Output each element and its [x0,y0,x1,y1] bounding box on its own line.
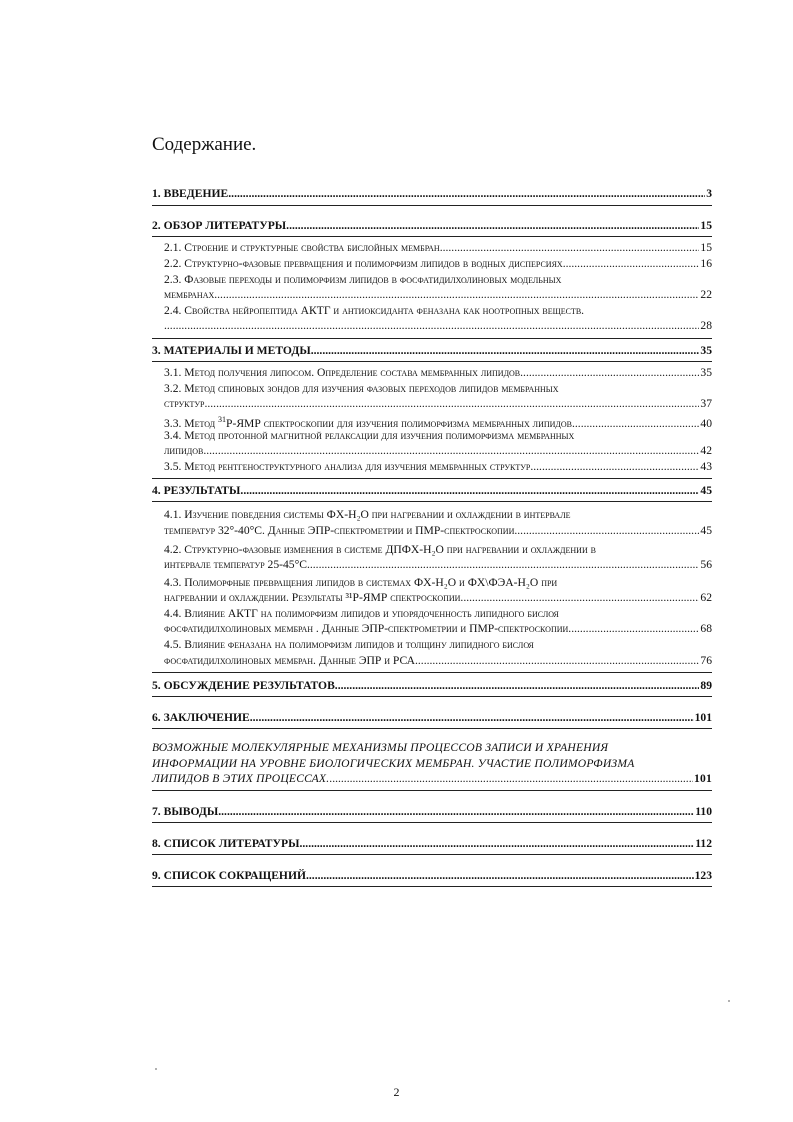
toc-entry-materials-methods[interactable]: 3. МАТЕРИАЛЫ И МЕТОДЫ. ..... 35 [152,344,712,358]
toc-entry-3-1[interactable]: 3.1. Метод получения липосом. Определение состава мембранных липидов. ..... 35 [164,366,712,380]
toc-entry-4-2-cont[interactable]: интервале температур 25-45°С. ..... 56 [164,558,712,572]
page-number: 2 [393,1085,400,1099]
scan-speck [155,1068,157,1070]
toc-entry-2-3-cont[interactable]: мембранах ..... 22 [164,288,712,302]
toc-entry-4-1[interactable]: 4.1. Изучение поведения системы ФХ-Н₂О при нагревании и охлаждении в интервале [164,508,571,521]
toc-entry-2-1[interactable]: 2.1. Строение и структурные свойства бислойных мембран. ..... 15 [164,241,712,255]
toc-entry-mechanisms[interactable]: ВОЗМОЖНЫЕ МОЛЕКУЛЯРНЫЕ МЕХАНИЗМЫ ПРОЦЕССОВ ЗАПИСИ И ХРАНЕНИЯ [152,741,609,754]
toc-entry-3-3[interactable]: 3.3. Метод $^{31}$Р-ЯМР спектроскопии для изучения полиморфизма мембранных липидов. ..... 40 [164,413,712,431]
toc-divider [152,672,712,673]
toc-divider [152,822,712,823]
toc-entry-results[interactable]: 4. РЕЗУЛЬТАТЫ. ..... 45 [152,484,712,498]
toc-entry-4-5-cont[interactable]: фосфатидилхолиновых мембран. Данные ЭПР и РСА ..... 76 [164,654,712,668]
toc-entry-2-3[interactable]: 2.3. Фазовые переходы и полиморфизм липидов в фосфатидилхолиновых модельных [164,273,562,286]
toc-entry-2-4[interactable]: 2.4. Свойства нейропептида АКТГ и антиоксиданта феназана как ноотропных веществ. [164,304,585,317]
toc-divider [152,205,712,206]
toc-entry-3-4-cont[interactable]: липидов. ..... 42 [164,444,712,458]
toc-divider [152,478,712,479]
toc-entry-conclusion[interactable]: 6. ЗАКЛЮЧЕНИЕ. ..... 101 [152,711,712,725]
toc-entry-introduction[interactable]: 1. ВВЕДЕНИЕ. ..... 3 [152,187,712,201]
toc-entry-discussion[interactable]: 5. ОБСУЖДЕНИЕ РЕЗУЛЬТАТОВ. ..... 89 [152,679,712,693]
toc-entry-references[interactable]: 8. СПИСОК ЛИТЕРАТУРЫ. ..... 112 [152,837,712,851]
page-title: Содержание. [152,134,257,155]
toc-entry-3-2[interactable]: 3.2. Метод спиновых зондов для изучения фазовых переходов липидов мембранных [164,382,559,395]
toc-entry-4-5[interactable]: 4.5. Влияние феназана на полиморфизм липидов и толщину липидного бислоя [164,638,534,651]
toc-entry-2-2[interactable]: 2.2. Структурно-фазовые превращения и полиморфизм липидов в водных дисперсиях ..... 16 [164,257,712,271]
toc-entry-3-4[interactable]: 3.4. Метод протонной магнитной релаксации для изучения полиморфизма мембранных [164,429,575,442]
toc-entry-literature-review[interactable]: 2. ОБЗОР ЛИТЕРАТУРЫ. ..... 15 [152,219,712,233]
toc-entry-4-4[interactable]: 4.4. Влияние АКТГ на полиморфизм липидов и упорядоченность липидного бислоя [164,607,559,620]
toc-divider [152,361,712,362]
toc-divider [152,728,712,729]
toc-entry-mechanisms-cont[interactable]: ИНФОРМАЦИИ НА УРОВНЕ БИОЛОГИЧЕСКИХ МЕМБРАН. УЧАСТИЕ ПОЛИМОРФИЗМА [152,757,635,770]
toc-entry-2-4-cont[interactable]: ..... 28 [164,319,712,333]
toc-divider [152,236,712,237]
toc-entry-abbreviations[interactable]: 9. СПИСОК СОКРАЩЕНИЙ. ..... 123 [152,869,712,883]
toc-entry-mechanisms-cont2[interactable]: ЛИПИДОВ В ЭТИХ ПРОЦЕССАХ. ..... 101 [152,772,712,786]
toc-divider [152,696,712,697]
toc-divider [152,886,712,887]
toc-entry-3-2-cont[interactable]: структур. ..... 37 [164,397,712,411]
toc-entry-4-3-cont[interactable]: нагревании и охлаждении. Результаты ³¹Р-ЯМР спектроскопии. ..... 62 [164,591,712,605]
scan-speck [728,1000,730,1002]
toc-entry-4-4-cont[interactable]: фосфатидилхолиновых мембран . Данные ЭПР-спектрометрии и ПМР-спектроскопии. ..... 68 [164,622,712,636]
toc-entry-4-1-cont[interactable]: температур 32°-40°С. Данные ЭПР-спектрометрии и ПМР-спектроскопии. ..... 45 [164,524,712,538]
toc-divider [152,501,712,502]
toc-divider [152,338,712,339]
toc-divider [152,790,712,791]
toc-entry-findings[interactable]: 7. ВЫВОДЫ. ..... 110 [152,805,712,819]
toc-entry-4-3[interactable]: 4.3. Полиморфные превращения липидов в системах ФХ-Н₂О и ФХ\ФЭА-Н₂О при [164,576,558,589]
toc-entry-4-2[interactable]: 4.2. Структурно-фазовые изменения в системе ДПФХ-Н₂О при нагревании и охлаждении в [164,543,596,556]
toc-entry-3-5[interactable]: 3.5. Метод рентгеноструктурного анализа для изучения мембранных структур ..... 43 [164,460,712,474]
toc-divider [152,854,712,855]
